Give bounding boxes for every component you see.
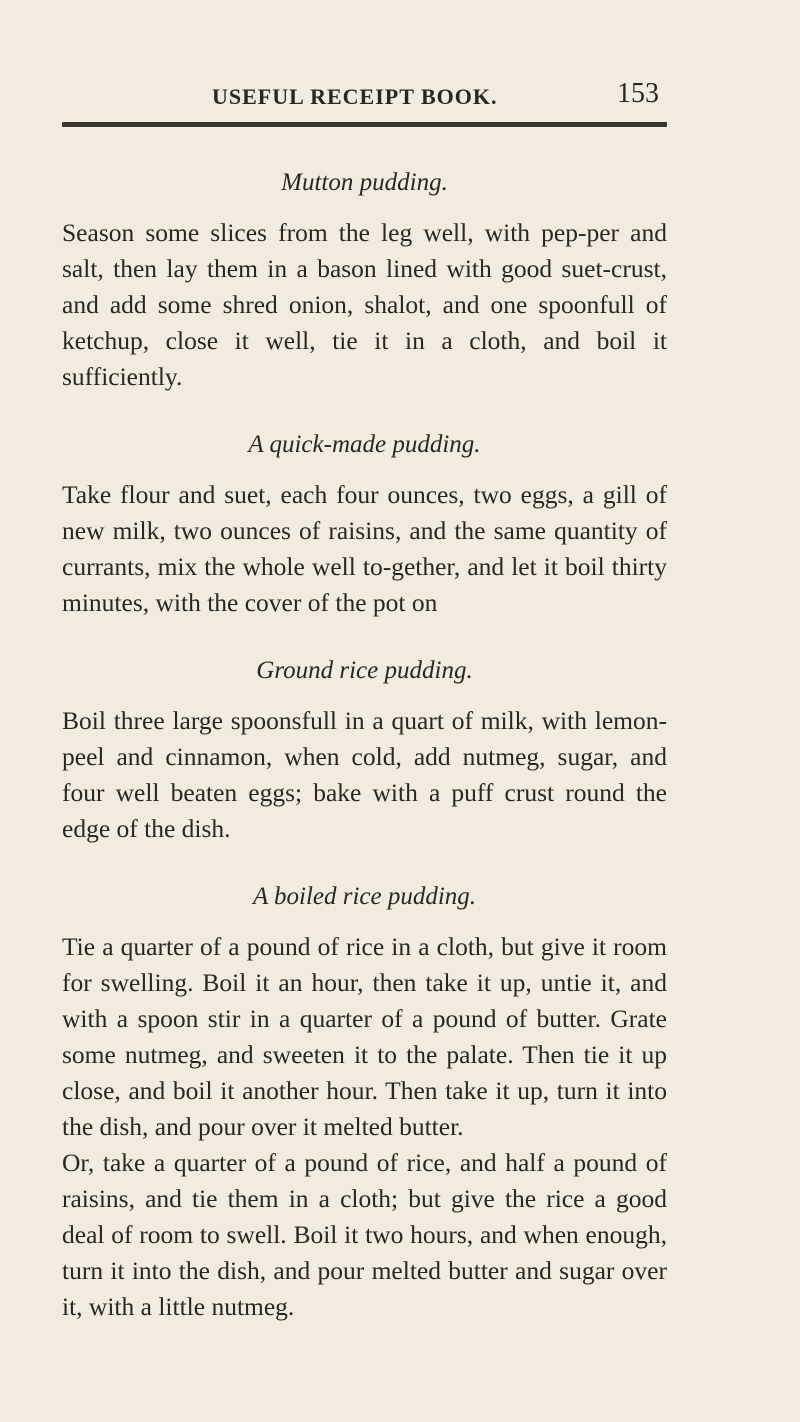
recipe-text-variant: Or, take a quarter of a pound of rice, and half a pound of raisins, and tie them in a cloth; but give the rice a good deal of room to swell. Boil it two hours, and when enough, turn it into the dish, and pour melted butter and sugar over it, with a little nutmeg. [62, 1148, 667, 1321]
recipe-text: Season some slices from the leg well, with pep-per and salt, then lay them in a bason lined with good suet-crust, and add some shred onion, shalot, and one spoonfull of ketchup, close it well, tie it in a cloth, and boil it sufficiently. [62, 218, 667, 391]
page-number: 153 [617, 78, 659, 109]
recipe-text: Take flour and suet, each four ounces, two eggs, a gill of new milk, two ounces of raisins, and the same quantity of currants, mix the whole well to-gether, and let it boil thirty minutes, with the cover of the pot on [62, 480, 667, 617]
recipe-title: Ground rice pudding. [256, 657, 473, 684]
recipe-title: Mutton pudding. [281, 169, 448, 196]
recipe-text: Tie a quarter of a pound of rice in a cloth, but give it room for swelling. Boil it an hour, then take it up, untie it, and with a spoon stir in a quarter of a pound of butter. Grate some nutmeg, and sweeten it to the palate. Then tie it up close, and boil it another hour. Then take it up, turn it into the dish, and pour over it melted butter. [62, 932, 667, 1141]
recipe-ground-rice-pudding [62, 653, 667, 847]
running-head: USEFUL RECEIPT BOOK. [212, 84, 498, 109]
recipe-text: Boil three large spoonsfull in a quart of milk, with lemon-peel and cinnamon, when cold, add nutmeg, sugar, and four well beaten eggs; bake with a puff crust round the edge of the dish. [62, 706, 667, 843]
page-header [0, 76, 800, 116]
header-rule [62, 122, 667, 127]
recipe-boiled-rice-pudding [62, 879, 667, 1325]
recipe-mutton-pudding [62, 165, 667, 395]
recipe-title: A quick-made pudding. [248, 431, 481, 458]
recipe-quick-made-pudding [62, 427, 667, 621]
recipe-title: A boiled rice pudding. [252, 883, 477, 910]
page-body [62, 165, 667, 1357]
